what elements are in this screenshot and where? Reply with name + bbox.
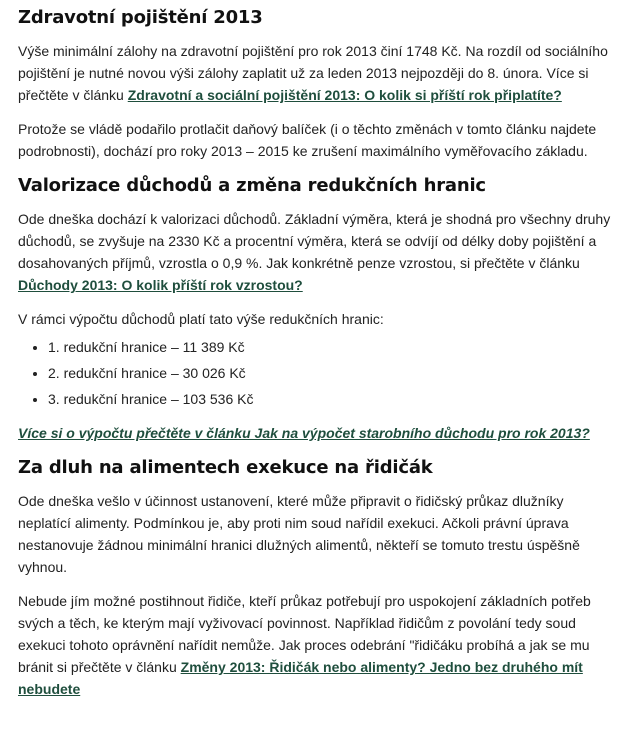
list-item: • 2. redukční hranice – 30 026 Kč <box>48 360 620 386</box>
article-link-health-social-insurance[interactable]: Zdravotní a sociální pojištění 2013: O kolik si příští rok připlatíte? <box>127 87 562 103</box>
paragraph: V rámci výpočtu důchodů platí tato výše redukčních hranic: <box>18 311 384 327</box>
article-link-pensions-2013[interactable]: Důchody 2013: O kolik příští rok vzrostou? <box>18 277 303 293</box>
list-item: • 3. redukční hranice – 103 536 Kč <box>48 386 620 412</box>
list-item: • 1. redukční hranice – 11 389 Kč <box>48 334 620 360</box>
paragraph <box>18 40 620 106</box>
paragraph <box>18 590 620 700</box>
section-health-insurance <box>18 6 620 162</box>
paragraph: Ode dneška vešlo v účinnost ustanovení, které může připravit o řidičský průkaz dlužníky neplatící alimenty. Podmínkou je, aby proti nim soud nařídil exekuci. Ačkoli právní úprava nestanovuje žádnou minimální hranici dlužných alimentů, někteří se tomuto trestu úspěšně vyhnou. <box>18 493 580 575</box>
section-title: Valorizace důchodů a změna redukčních hranic <box>18 175 486 196</box>
paragraph-text: Výše minimální zálohy na zdravotní pojištění pro rok 2013 činí 1748 Kč. Na rozdíl od sociálního pojištění je nutné novou výši zálohy zaplatit už za leden 2013 nejpozději do 8. února. Více si přečtěte v článku <box>18 43 608 103</box>
paragraph <box>18 422 620 444</box>
section-title: Za dluh na alimentech exekuce na řidičák <box>18 457 433 478</box>
reduction-limits-list <box>18 334 620 412</box>
section-alimony-debt <box>18 456 620 700</box>
section-title: Zdravotní pojištění 2013 <box>18 7 263 28</box>
paragraph-text: Nebude jím možné postihnout řidiče, kteří průkaz potřebují pro uspokojení základních potřeb svých a těch, ke kterým mají vyživovací povinnost. Například řidičům z povolání tedy soud exekuci tohoto oprávnění nařídit nemůže. Jak proces odebrání "řidičáku probíhá a jak se mu bránit si přečtěte v článku <box>18 593 591 675</box>
section-pension-valorization <box>18 174 620 444</box>
paragraph: Protože se vládě podařilo protlačit daňový balíček (i o těchto změnách v tomto článku najdete podrobnosti), dochází pro roky 2013 – 2015 ke zrušení maximálního vyměřovacího základu. <box>18 121 597 159</box>
article-link-drivers-license-alimony[interactable]: Změny 2013: Řidičák nebo alimenty? Jedno bez druhého mít nebudete <box>18 659 583 697</box>
article-link-pension-calculation[interactable]: Více si o výpočtu přečtěte v článku Jak na výpočet starobního důchodu pro rok 2013? <box>18 425 590 441</box>
paragraph <box>18 208 620 296</box>
paragraph-text: Ode dneška dochází k valorizaci důchodů. Základní výměra, která je shodná pro všechny druhy důchodů, se zvyšuje na 2330 Kč a procentní výměra, která se odvíjí od délky doby pojištění a dosahovaných příjmů, vzrostla o 0,9 %. Jak konkrétně penze vzrostou, si přečtěte v článku <box>18 211 611 271</box>
